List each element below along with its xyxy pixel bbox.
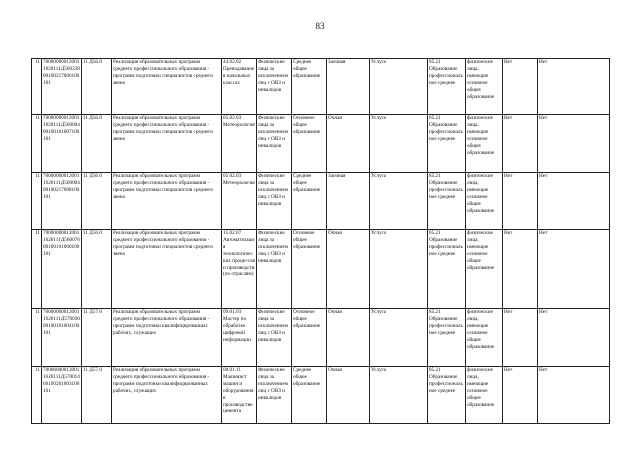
- specialty: 05.02.03 Метеорология: [222, 173, 257, 230]
- flag-2: Нет: [538, 367, 610, 424]
- study-form: Очная: [327, 367, 370, 424]
- row-number: 11: [32, 59, 42, 115]
- program-name: Реализация образовательных программ среднего профессионального образования - программ подготовки специалистов среднего звена: [112, 230, 222, 309]
- page-number: 83: [315, 21, 325, 31]
- consumer-category: Физические лица за исключением лиц с ОВЗ и инвалидов: [257, 59, 292, 115]
- flag-2: Нет: [538, 230, 610, 309]
- okved: 85.21 Образование профессиональное среднее: [428, 115, 466, 173]
- study-form: Очная: [327, 230, 370, 309]
- flag-1: Нет: [503, 367, 538, 424]
- table-row: [32, 59, 610, 115]
- register-table: [31, 58, 610, 424]
- service-type: Услуга: [370, 173, 428, 230]
- education-level: Основное общее образование: [292, 309, 327, 367]
- registry-code: 700000000120011620111Д57001400100201003100101: [42, 367, 82, 424]
- spec-code: 11 Д56.0: [82, 59, 112, 115]
- registry-code: 700000000120011620111Д56000400100101007100101: [42, 115, 82, 173]
- flag-1: Нет: [503, 173, 538, 230]
- program-name: Реализация образовательных программ среднего профессионального образования - программ подготовки специалистов среднего звена: [112, 115, 222, 173]
- row-number: 11: [32, 367, 42, 424]
- education-level: Среднее общее образование: [292, 367, 327, 424]
- education-level: Основное общее образование: [292, 115, 327, 173]
- registry-code: 700000000120011620111Д56007600100101000100101: [42, 230, 82, 309]
- consumer-category: Физические лица за исключением лиц с ОВЗ и инвалидов: [257, 173, 292, 230]
- consumers: физические лица, имеющие основное общее образование: [466, 230, 503, 309]
- spec-code: 11 Д56.0: [82, 173, 112, 230]
- flag-2: Нет: [538, 115, 610, 173]
- consumers: физические лица, имеющие основное общее образование: [466, 115, 503, 173]
- study-form: Очная: [327, 309, 370, 367]
- okved: 85.21 Образование профессиональное среднее: [428, 173, 466, 230]
- spec-code: 11 Д57.0: [82, 367, 112, 424]
- service-type: Услуга: [370, 309, 428, 367]
- flag-1: Нет: [503, 59, 538, 115]
- registry-code: 700000000120011620111Д57003000100101004100101: [42, 309, 82, 367]
- flag-1: Нет: [503, 115, 538, 173]
- study-form: Заочная: [327, 59, 370, 115]
- consumer-category: Физические лица за исключением лиц с ОВЗ и инвалидов: [257, 115, 292, 173]
- education-level: Среднее общее образование: [292, 59, 327, 115]
- spec-code: 11 Д56.0: [82, 230, 112, 309]
- okved: 85.21 Образование профессиональное среднее: [428, 230, 466, 309]
- flag-2: Нет: [538, 173, 610, 230]
- row-number: 11: [32, 230, 42, 309]
- spec-code: 11 Д57.0: [82, 309, 112, 367]
- program-name: Реализация образовательных программ среднего профессионального образования - программ подготовки квалифицированных рабочих, служащих: [112, 309, 222, 367]
- service-type: Услуга: [370, 367, 428, 424]
- row-number: 11: [32, 309, 42, 367]
- okved: 85.21 Образование профессиональное среднее: [428, 367, 466, 424]
- study-form: Заочная: [327, 173, 370, 230]
- consumer-category: Физические лица за исключением лиц с ОВЗ и инвалидов: [257, 367, 292, 424]
- flag-2: Нет: [538, 309, 610, 367]
- table-row: [32, 115, 610, 173]
- service-type: Услуга: [370, 230, 428, 309]
- row-number: 11: [32, 115, 42, 173]
- flag-2: Нет: [538, 59, 610, 115]
- consumers: физические лица, имеющие основное общее образование: [466, 59, 503, 115]
- program-name: Реализация образовательных программ среднего профессионального образования - программ подготовки квалифицированных рабочих, служащих: [112, 367, 222, 424]
- service-type: Услуга: [370, 115, 428, 173]
- program-name: Реализация образовательных программ среднего профессионального образования - программ подготовки специалистов среднего звена: [112, 173, 222, 230]
- program-name: Реализация образовательных программ среднего профессионального образования - программ подготовки специалистов среднего звена: [112, 59, 222, 115]
- consumers: физические лица, имеющие основное общее образование: [466, 173, 503, 230]
- consumers: физические лица, имеющие основное общее образование: [466, 367, 503, 424]
- specialty: 05.02.03 Метеорология: [222, 115, 257, 173]
- specialty: 08.01.11 Машинист машин и оборудования в производстве цемента: [222, 367, 257, 424]
- consumer-category: Физические лица за исключением лиц с ОВЗ и инвалидов: [257, 230, 292, 309]
- okved: 85.21 Образование профессиональное среднее: [428, 59, 466, 115]
- education-level: Основное общее образование: [292, 230, 327, 309]
- specialty: 09.01.03 Мастер по обработке цифровой информации: [222, 309, 257, 367]
- education-level: Среднее общее образование: [292, 173, 327, 230]
- spec-code: 11 Д56.0: [82, 115, 112, 173]
- study-form: Очная: [327, 115, 370, 173]
- table-row: [32, 367, 610, 424]
- flag-1: Нет: [503, 230, 538, 309]
- table-row: [32, 173, 610, 230]
- service-type: Услуга: [370, 59, 428, 115]
- row-number: 11: [32, 173, 42, 230]
- consumers: физические лица, имеющие основное общее образование: [466, 309, 503, 367]
- okved: 85.21 Образование профессиональное среднее: [428, 309, 466, 367]
- registry-code: 700000000120011620111Д56023800100217006100101: [42, 59, 82, 115]
- flag-1: Нет: [503, 309, 538, 367]
- specialty: 15.02.07 Автоматизация технологических процессов и производств (по отраслям): [222, 230, 257, 309]
- specialty: 44.02.02 Преподавание в начальных классах: [222, 59, 257, 115]
- registry-code: 700000000120011620111Д56000400100217008100101: [42, 173, 82, 230]
- table-row: [32, 230, 610, 309]
- table-row: [32, 309, 610, 367]
- consumer-category: Физические лица за исключением лиц с ОВЗ и инвалидов: [257, 309, 292, 367]
